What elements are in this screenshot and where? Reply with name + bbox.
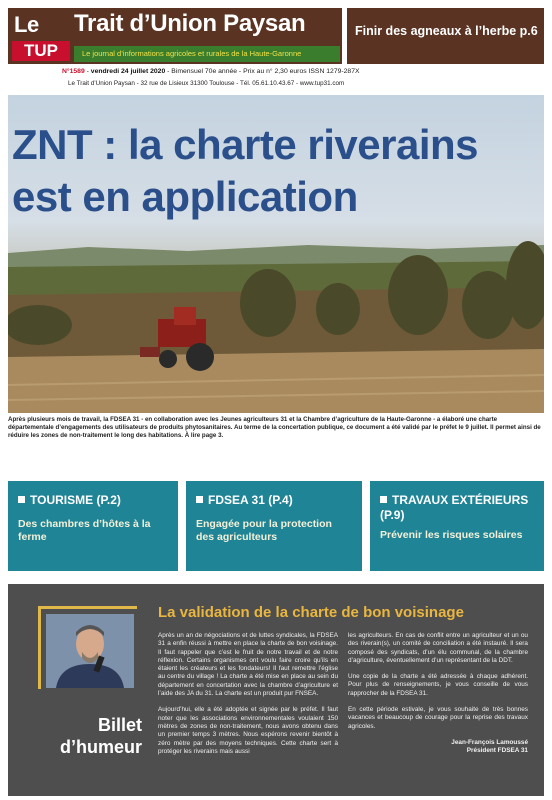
paragraph: les agriculteurs. En cas de conflit entre un agriculteur et un ou des riverain(s), un comité de conciliation a été instauré. Il sera composé des syndicats, d’un élu communal, de la chambre d’agriculture, éventuellement d’un représentant de la DDT.: [348, 632, 528, 664]
billet-column-1: [158, 632, 338, 764]
billet-label-line-1: Billet: [97, 715, 142, 735]
teaser-travaux[interactable]: [370, 481, 544, 571]
photo-caption: Après plusieurs mois de travail, la FDSEA 31 - en collaboration avec les Jeunes agriculteurs 31 et la Chambre d’agriculture de la Haute-Garonne - a élaboré une charte départementale d’engagements des utilisateurs de produits phytosanitaires. Au terme de la concertation publique, ce document a été validé par le préfet le 9 juillet. Il permet ainsi de réduire les zones de non-traitement le long des habitations. À lire page 3.: [8, 416, 541, 439]
teaser-fdsea[interactable]: [186, 481, 362, 571]
headline: [12, 119, 478, 223]
promo-box[interactable]: Finir des agneaux à l’herbe p.6: [347, 8, 544, 64]
teaser-head: FDSEA 31 (P.4): [208, 493, 293, 507]
billet-label-line-2: d’humeur: [59, 737, 142, 757]
teaser-head: TRAVAUX EXTÉRIEURS (P.9): [380, 493, 529, 522]
headline-line-1: ZNT : la charte riverains: [12, 121, 479, 168]
teaser-head: TOURISME (P.2): [30, 493, 121, 507]
paragraph: Une copie de la charte a été adressée à chaque adhérent. Pour plus de renseignements, je vous conseille de vous rapprocher de la FDSEA 31.: [348, 673, 528, 697]
billet-label: [22, 714, 142, 758]
teaser-body: Engagée pour la protection des agriculteurs: [196, 518, 332, 543]
square-bullet-icon: [18, 496, 25, 503]
newspaper-subtitle: Le journal d’informations agricoles et rurales de la Haute-Garonne: [74, 46, 340, 62]
signature: [348, 739, 528, 756]
signature-role: Président FDSEA 31: [466, 747, 528, 755]
issue-number: N°1589: [62, 68, 85, 75]
author-photo: [46, 614, 134, 688]
person-portrait-icon: [46, 614, 134, 688]
billet-section: [8, 584, 544, 796]
hero-photo: [8, 95, 544, 413]
billet-title: La validation de la charte de bon voisinage: [158, 604, 464, 621]
logo-tup: TUP: [12, 41, 70, 61]
paragraph: Après un an de négociations et de luttes syndicales, la FDSEA 31 a enfin réussi à mettre en place la charte de bon voisinage. Il faut rappeler que c’est le fruit de notre travail et de notre réflexion. Certains organismes ont voulu faire croire qu’ils en étaient les créateurs et les fondateurs! Il faut remettre l’église au centre du village ! La charte a été mise en place au sein du département en concertation avec la chambre d’agriculture et l’aide des JA du 31. La charte est un produit pur FNSEA.: [158, 632, 338, 698]
teaser-body: Des chambres d’hôtes à la ferme: [18, 518, 151, 543]
newspaper-title: Trait d’Union Paysan: [74, 10, 306, 37]
billet-column-2: [348, 632, 528, 756]
issue-date: vendredi 24 juillet 2020: [90, 68, 166, 75]
issue-details: Bimensuel 70e année - Prix au n° 2,30 euros ISSN 1279-287X: [171, 68, 360, 75]
logo-le: Le: [14, 12, 39, 37]
square-bullet-icon: [380, 496, 387, 503]
square-bullet-icon: [196, 496, 203, 503]
masthead: [8, 8, 342, 64]
paragraph: Aujourd’hui, elle a été adoptée et signée par le préfet. Il faut noter que les associations environnementales voulaient 150 mètres de zones de non-traitement, nous avons obtenu dans un premier temps 3 mètres. Nous espérons revenir bientôt à zéro mètre par des moyens techniques. Cette charte sert à protéger les riverains mais aussi: [158, 706, 338, 755]
signature-name: Jean-François Lamoussé: [451, 738, 528, 746]
issue-line: N°1589 - vendredi 24 juillet 2020 - Bimensuel 70e année - Prix au n° 2,30 euros ISSN 1279-287X: [62, 68, 360, 75]
teaser-body: Prévenir les risques solaires: [380, 529, 523, 541]
address-line: Le Trait d’Union Paysan - 32 rue de Lisieux 31300 Toulouse - Tél. 05.61.10.43.67 - www.tup31.com: [68, 80, 345, 87]
headline-line-2: est en application: [12, 173, 358, 220]
teaser-tourisme[interactable]: [8, 481, 178, 571]
paragraph: En cette période estivale, je vous souhaite de très bonnes vacances et beaucoup de courage pour la reprise des travaux agricoles.: [348, 706, 528, 730]
